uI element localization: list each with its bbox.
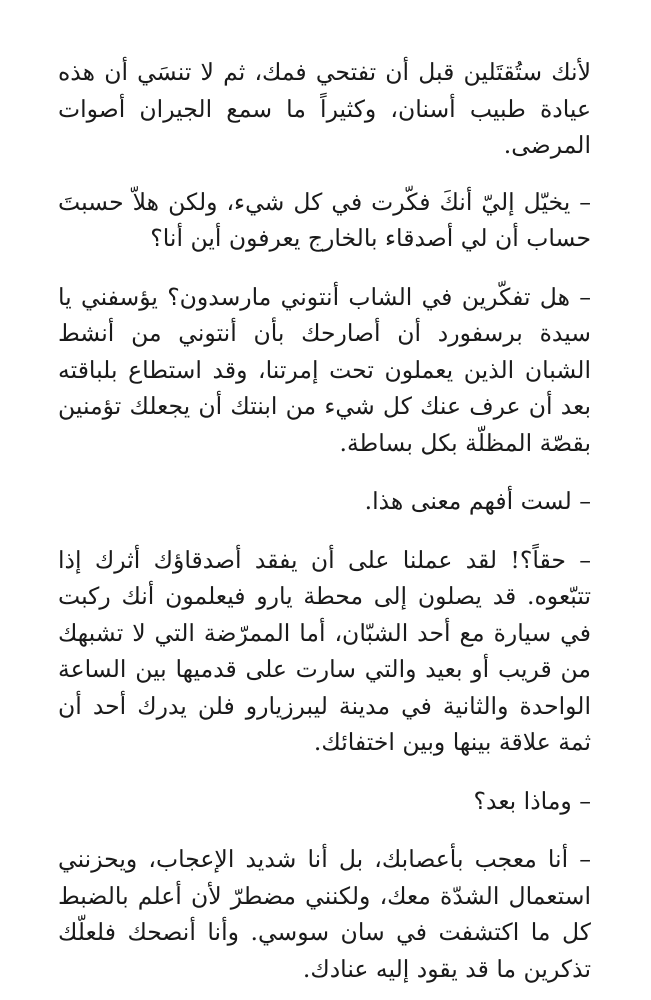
paragraph-6: – وماذا بعد؟ (473, 786, 591, 815)
paragraph-2: – يخيّل إليّ أنكَ فكّرت في كل شيء، ولكن هلاّ حسبتَ حساب أن لي أصدقاء بالخارج يعرفون أين أنا؟ (58, 187, 591, 252)
paragraph-7: – أنا معجب بأعصابك، بل أنا شديد الإعجاب، ويحزنني استعمال الشدّة معك، ولكنني مضطرّ لأن أعلم بالضبط كل ما اكتشفت في سان سوسي. وأنا أنصحك فلعلّك تذكرين ما قد يقود إليه عنادك. (58, 845, 591, 983)
paragraph-5: – حقاً؟! لقد عملنا على أن يفقد أصدقاؤك أثرك إذا تتبّعوه. قد يصلون إلى محطة يارو فيعلمون أنك ركبت في سيارة مع أحد الشبّان، أما الممرّضة التي لا تشبهك من قريب أو بعيد والتي سارت على قدميها بين الساعة الواحدة والثانية في مدينة ليبرزيارو فلن يدرك أحد أن ثمة علاقة بينها وبين اختفائك. (58, 545, 591, 756)
paragraph-4: – لست أفهم معنى هذا. (364, 487, 591, 515)
paragraph-3: – هل تفكّرين في الشاب أنتوني مارسدون؟ يؤسفني يا سيدة برسفورد أن أصارحك بأن أنتوني من أنشط الشبان الذين يعملون تحت إمرتنا، وقد استطاع بلباقته بعد أن عرف عنك كل شيء من ابنتك أن يجعلك تؤمنين بقصّة المظلّة بكل بساطة. (58, 282, 591, 457)
paragraph-1: لأنك ستُقتَلين قبل أن تفتحي فمك، ثم لا تنسَي أن هذه عيادة طبيب أسنان، وكثيراً ما سمع الجيران أصوات المرضى. (58, 58, 591, 159)
